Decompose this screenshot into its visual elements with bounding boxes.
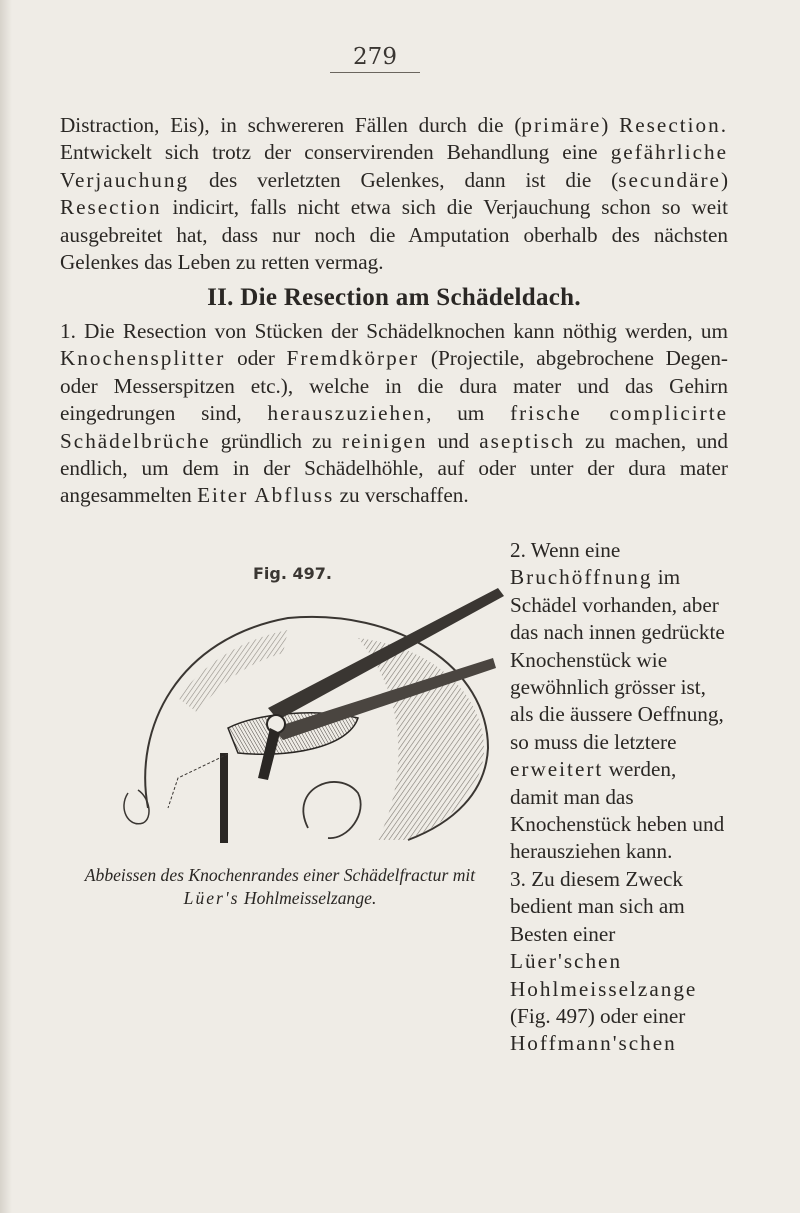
retractor-bar <box>220 753 228 843</box>
page-number: 279 <box>330 44 420 73</box>
section-heading: II. Die Resection am Schädeldach. <box>207 284 581 311</box>
figure-caption: Abbeissen des Knochenrandes einer Schädelfractur mit Lüer's Hohlmeisselzange. <box>84 865 476 908</box>
figure-illustration <box>108 578 508 846</box>
page-edge-shadow <box>0 0 12 1213</box>
skull-shading-left <box>178 630 288 713</box>
ear <box>303 782 360 838</box>
fracture-line <box>168 754 228 808</box>
paragraph-distraction: Distraction, Eis), in schwereren Fällen durch die (primäre) Resection. Entwickelt sich trotz der conservirenden Behandlung eine gefährliche Verjauchung des verletzten Gelenkes, dann ist die (secundäre) Resection indicirt, falls nicht etwa sich die Verjauchung schon so weit ausgebreitet hat, dass nur noch die Amputation oberhalb des nächsten Gelenkes das Leben zu retten vermag. <box>60 113 728 275</box>
figure-label: Fig. 497. <box>253 564 332 583</box>
paragraph-resection-1: 1. Die Resection von Stücken der Schädelknochen kann nöthig werden, um Knochensplitter oder Fremdkörper (Projectile, abgebrochene Degen- oder Messerspitzen etc.), welche in die dura mater und das Gehirn eingedrungen sind, herauszuziehen, um frische complicirte Schädelbrüche gründlich zu reinigen und aseptisch zu machen, und endlich, um dem in der Schädelhöhle, auf oder unter der dura mater angesammelten Eiter Abfluss zu verschaffen. <box>60 319 728 508</box>
side-column-text: 2. Wenn eine Bruchöffnung im Schädel vorhanden, aber das nach innen gedrückte Knochenstück wie gewöhnlich grösser ist, als die äussere Oeffnung, so muss die letztere erweitert werden, damit man das Knochenstück heben und herausziehen kann. 3. Zu diesem Zweck bedient man sich am Besten einer Lüer'schen Hohlmeisselzange (Fig. 497) oder einer Hoffmann'schen <box>510 538 725 1056</box>
